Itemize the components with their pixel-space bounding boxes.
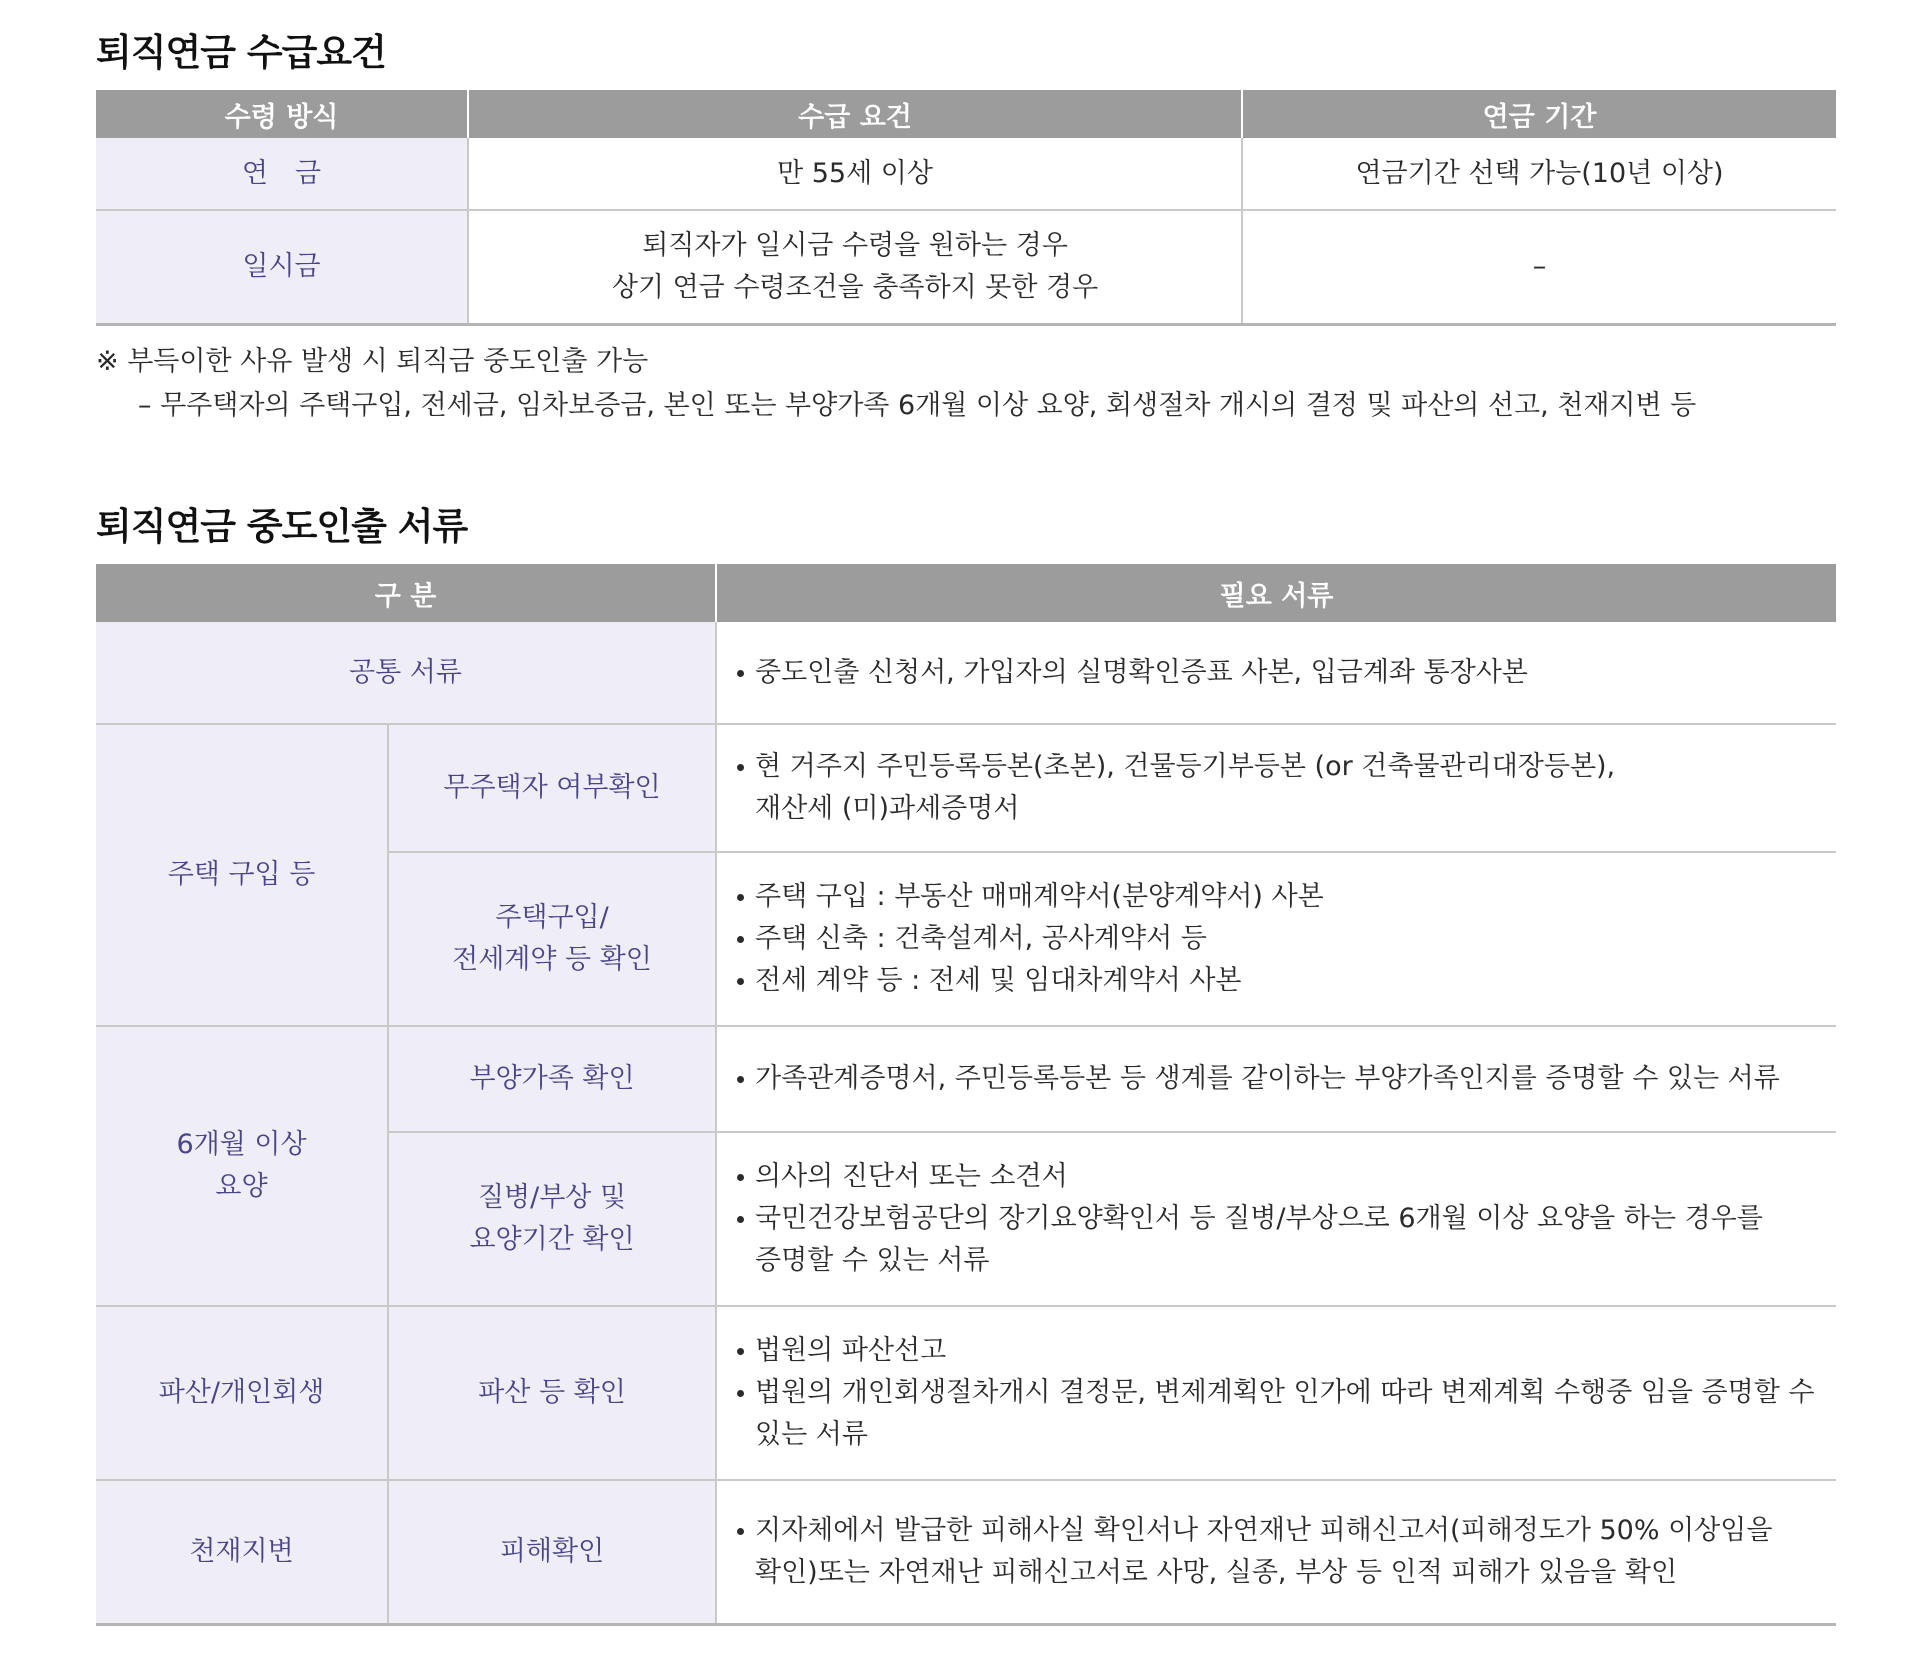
document-line: 법원의 개인회생절차개시 결정문, 변제계획안 인가에 따라 변제계획 수행중 임을 증명할 수 — [755, 1377, 1815, 1408]
table-row — [96, 622, 1836, 724]
header-category: 구 분 — [96, 564, 716, 622]
documents-cell — [716, 1306, 1836, 1480]
subcategory-cell: 피해확인 — [388, 1480, 716, 1624]
table-row — [96, 1480, 1836, 1624]
requirement-line: 상기 연금 수령조건을 충족하지 못한 경우 — [611, 271, 1099, 303]
document-item: 중도인출 신청서, 가입자의 실명확인증표 사본, 입금계좌 통장사본 — [735, 652, 1816, 694]
table-row — [96, 210, 1836, 324]
document-item: 의사의 진단서 또는 소견서 — [735, 1156, 1816, 1198]
category-cell: 천재지변 — [96, 1480, 388, 1624]
header-period: 연금 기간 — [1242, 90, 1836, 138]
document-line: 확인)또는 자연재난 피해신고서로 사망, 실종, 부상 등 인적 피해가 있음을 확인 — [755, 1556, 1678, 1588]
document-line: 있는 서류 — [755, 1419, 868, 1450]
method-cell: 연 금 — [96, 138, 468, 210]
document-item: 전세 계약 등 : 전세 및 임대차계약서 사본 — [735, 960, 1816, 1002]
documents-table — [96, 564, 1836, 1626]
subcategory-line: 질병/부상 및 — [477, 1182, 627, 1213]
header-requirement: 수급 요건 — [468, 90, 1242, 138]
subcategory-cell: 무주택자 여부확인 — [388, 724, 716, 852]
table-row — [96, 138, 1836, 210]
subcategory-cell — [388, 1132, 716, 1306]
documents-cell — [716, 622, 1836, 724]
table-row — [96, 1026, 1836, 1132]
document-item: 주택 신축 : 건축설계서, 공사계약서 등 — [735, 918, 1816, 960]
subcategory-line: 요양기간 확인 — [469, 1224, 635, 1255]
period-cell: – — [1242, 210, 1836, 324]
documents-cell — [716, 1132, 1836, 1306]
document-line: 증명할 수 있는 서류 — [755, 1245, 990, 1276]
section-retirement-pension-requirements — [96, 28, 1836, 428]
method-cell: 일시금 — [96, 210, 468, 324]
header-method: 수령 방식 — [96, 90, 468, 138]
header-documents: 필요 서류 — [716, 564, 1836, 622]
category-cell: 주택 구입 등 — [96, 724, 388, 1026]
note — [96, 340, 1836, 428]
requirement-cell: 만 55세 이상 — [468, 138, 1242, 210]
document-item — [735, 1198, 1816, 1282]
table-row — [96, 1306, 1836, 1480]
table-header-row — [96, 564, 1836, 622]
document-item: 가족관계증명서, 주민등록등본 등 생계를 같이하는 부양가족인지를 증명할 수 있는 서류 — [735, 1058, 1816, 1100]
requirement-line: 퇴직자가 일시금 수령을 원하는 경우 — [642, 229, 1068, 261]
documents-cell — [716, 724, 1836, 852]
category-cell — [96, 1026, 388, 1306]
document-item: 주택 구입 : 부동산 매매계약서(분양계약서) 사본 — [735, 876, 1816, 918]
document-line: 지자체에서 발급한 피해사실 확인서나 자연재난 피해신고서(피해정도가 50% 이상임을 — [755, 1514, 1773, 1546]
category-cell: 공통 서류 — [96, 622, 716, 724]
document-item — [735, 1510, 1816, 1594]
period-cell: 연금기간 선택 가능(10년 이상) — [1242, 138, 1836, 210]
requirements-table — [96, 90, 1836, 326]
table-header-row — [96, 90, 1836, 138]
subcategory-cell: 파산 등 확인 — [388, 1306, 716, 1480]
category-cell: 파산/개인회생 — [96, 1306, 388, 1480]
documents-cell — [716, 1480, 1836, 1624]
section-title: 퇴직연금 수급요건 — [96, 31, 386, 74]
documents-cell — [716, 852, 1836, 1026]
section-title: 퇴직연금 중도인출 서류 — [96, 505, 468, 548]
requirement-cell — [468, 210, 1242, 324]
table-row — [96, 724, 1836, 852]
document-line: 재산세 (미)과세증명서 — [755, 793, 1020, 824]
category-line: 요양 — [215, 1171, 268, 1202]
document-item — [735, 1372, 1816, 1456]
document-line: 국민건강보험공단의 장기요양확인서 등 질병/부상으로 6개월 이상 요양을 하는 경우를 — [755, 1203, 1763, 1234]
section-withdrawal-documents — [96, 502, 1836, 1626]
document-item: 법원의 파산선고 — [735, 1330, 1816, 1372]
subcategory-line: 주택구입/ — [495, 902, 609, 933]
documents-cell — [716, 1026, 1836, 1132]
note-subtext: – 무주택자의 주택구입, 전세금, 임차보증금, 본인 또는 부양가족 6개월 이상 요양, 회생절차 개시의 결정 및 파산의 선고, 천재지변 등 — [138, 389, 1697, 421]
document-item — [735, 746, 1816, 830]
subcategory-cell: 부양가족 확인 — [388, 1026, 716, 1132]
note-text: ※ 부득이한 사유 발생 시 퇴직금 중도인출 가능 — [96, 345, 649, 377]
subcategory-cell — [388, 852, 716, 1026]
document-line: 현 거주지 주민등록등본(초본), 건물등기부등본 (or 건축물관리대장등본), — [755, 751, 1616, 782]
subcategory-line: 전세계약 등 확인 — [452, 944, 652, 975]
category-line: 6개월 이상 — [176, 1129, 307, 1160]
